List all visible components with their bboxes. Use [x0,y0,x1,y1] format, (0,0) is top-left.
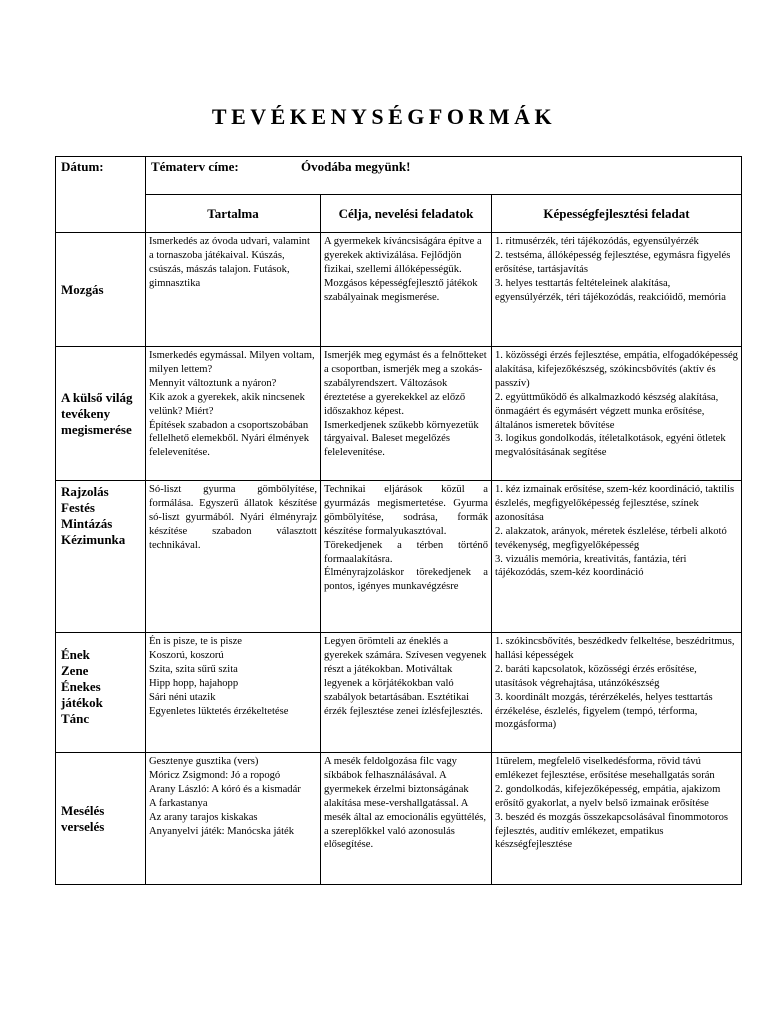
skills-cell [492,633,742,753]
skills-cell [492,753,742,885]
content-cell-line: Az arany tarajos kiskakas [149,811,258,823]
goals-cell-line: Élményrajzoláskor törekedjenek a pontos, igényes munkavégzésre [324,567,488,593]
skills-cell-line: 2. alakzatok, arányok, méretek észlelése, térbeli alkotó tevékenység, megfigyelőképesség [495,525,727,551]
skills-cell-line: 3. vizuális memória, kreativitás, fantázia, téri tájékozódás, szem-kéz koordináció [495,553,687,579]
row-label-line: Kézimunka [61,532,126,547]
content-cell-line: Hipp hopp, hajahopp [149,677,239,689]
skills-cell-line: 1. kéz izmainak erősítése, szem-kéz koordináció, taktilis észlelés, megfigyelőképesség fejlesztése, színek azonosítása [495,484,735,523]
row-label [56,633,146,753]
row-label-line: A külső világ [61,389,133,405]
row-label [56,347,146,481]
row-label-line: Festés [61,500,95,515]
row-label-line: játékok [61,695,103,710]
skills-cell [492,481,742,633]
content-cell [146,233,321,347]
column-header-skills [492,195,742,233]
row-label-line: Mozgás [61,281,104,297]
table-row [56,347,742,481]
header-row [56,157,742,195]
content-cell-line: Egyenletes lüktetés érzékeltetése [149,705,289,717]
column-header-content: Tartalma [146,195,321,233]
content-cell-line: Arany László: A kóró és a kismadár [149,783,301,795]
topic-label: Tématerv címe: [151,159,239,174]
table-row [56,233,742,347]
skills-cell-line: 1türelem, megfelelő viselkedésforma, rövid távú emlékezet fejlesztése, erősítése mesehallgatás során [495,756,715,781]
skills-cell-line: 3. logikus gondolkodás, ítéletalkotások, egyéni ötletek megvalósításának segítése [495,433,726,459]
row-label-line: Mesélés [61,802,105,818]
column-header-goals: Célja, nevelési feladatok [321,195,492,233]
goals-cell-line: A gyermekek kíváncsiságára építve a gyerekek aktivizálása. Fejlődjön fizikai, szellemi állóképességük. Mozgásos képességfejlesztő játékok szabályainak megismerése. [324,236,482,303]
skills-cell-line: 1. ritmusérzék, téri tájékozódás, egyensúlyérzék [495,236,699,247]
content-cell-line: Szita, szita sűrű szita [149,663,238,675]
topic-cell [146,157,742,195]
table-row [56,753,742,885]
goals-cell-line: Ismerjék meg egymást és a felnőtteket a csoportban, ismerjék meg a szokás-szabályrendszert. Változások éreztetése a gyerekekkel az előző időszakhoz képest. [324,350,487,417]
row-label-line: Mintázás [61,516,113,531]
row-label-line: Tánc [61,711,90,726]
content-cell-line: Gesztenye gusztika (vers) [149,756,259,767]
column-header-row [56,195,742,233]
content-cell-line: Ismerkedés az óvoda udvari, valamint a tornaszoba játékaival. Kúszás, csúszás, mászás talajon. Futások, gimnasztika [149,236,310,289]
goals-cell-line: Technikai eljárások közül a gyurmázás megismertetése. Gyurma gömbölyítése, sodrása, formák készítése formalyukasztóval. [324,484,488,537]
row-label-line: Rajzolás [61,484,109,499]
content-cell-line: Koszorú, koszorú [149,649,224,661]
date-label: Dátum: [61,159,104,174]
row-label-line: Zene [61,663,89,678]
row-label-line: verselés [61,818,105,834]
row-label-line: tevékeny [61,405,111,421]
row-label [56,481,146,633]
skills-cell-line: 3. koordinált mozgás, térérzékelés, helyes testtartás érzékelése, észlelés, figyelem (tempó, térforma, mozgásforma) [495,691,713,731]
skills-cell-line: 2. baráti kapcsolatok, közösségi érzés erősítése, utasítások végrehajtása, utánzókészség [495,663,697,689]
goals-cell [321,347,492,481]
content-cell-line: Só-liszt gyurma gömbölyítése, formálása. Egyszerű állatok készítése só-liszt gyurmából. Nyári élményrajz készítése szabadon választott technikával. [149,484,317,551]
skills-cell-line: 1. közösségi érzés fejlesztése, empátia, elfogadóképesség alakítása, kifejezőkészség, szókincsbővítés (aktív és passzív) [495,350,738,389]
goals-cell [321,481,492,633]
row-label [56,233,146,347]
page-title: TEVÉKENYSÉGFORMÁK [211,104,557,129]
skills-cell [492,233,742,347]
goals-cell [321,633,492,753]
content-cell-line: Anyanyelvi játék: Manócska játék [149,825,295,837]
skills-cell-line: 2. gondolkodás, kifejezőképesség, empátia, ajakizom erősítő gyakorlat, a nyelv belső izmainak erősítése [495,783,721,809]
content-cell [146,633,321,753]
activity-table [55,156,742,885]
skills-cell-line: 3. helyes testtartás feltételeinek alakítása, egyensúlyérzék, téri tájékozódás, reakcióidő, memória [495,277,726,303]
content-cell-line: Mennyit változtunk a nyáron? [149,377,277,389]
content-cell-line: A farkastanya [149,797,208,809]
goals-cell-line: Törekedjenek a térben történő formaalakításra. [324,539,488,565]
row-label-line: megismerése [61,421,132,437]
row-label-line: Énekes [61,679,101,694]
table-row [56,633,742,753]
content-cell-line: Sári néni utazik [149,691,216,703]
content-cell-line: Én is pisze, te is pisze [149,636,242,647]
goals-cell-line: A mesék feldolgozása filc vagy síkbábok felhasználásával. A gyermekek érzelmi biztonságának alakítása mese-vershallgatással. A mesék által az emocionális együttélés, a szereplőkkel való azonosulás elősegítése. [324,756,487,851]
content-cell [146,753,321,885]
skills-cell-line: 3. beszéd és mozgás összekapcsolásával finommotoros fejlesztés, auditív emlékezet, empatikus készségfejlesztése [495,811,729,851]
skills-cell-line: 2. együttműködő és alkalmazkodó készség alakítása, önmagáért és egymásért végzett munka erősítése, általános ismeretek bővítése [495,391,719,431]
goals-cell-line: Ismerkedjenek szűkebb környezetük tárgyaival. Baleset megelőzés felelevenítése. [324,419,479,459]
goals-cell [321,233,492,347]
skills-cell-line: 2. testséma, állóképesség fejlesztése, egymásra figyelés erősítése, tartásjavítás [495,249,731,275]
skills-cell-line: 1. szókincsbővítés, beszédkedv felkeltése, beszédritmus, hallási képességek [495,636,735,661]
skills-cell [492,347,742,481]
table-row [56,481,742,633]
date-cell [56,157,146,233]
content-cell-line: Kik azok a gyerekek, akik nincsenek velünk? Miért? [149,391,305,417]
column-header-skills-text: Képességfejlesztési feladat [543,206,690,221]
content-cell-line: Móricz Zsigmond: Jó a ropogó [149,769,281,781]
content-cell [146,347,321,481]
content-cell-line: Építések szabadon a csoportszobában fellelhető elemekből. Nyári élmények felelevenítése. [149,419,310,459]
content-cell-line: Ismerkedés egymással. Milyen voltam, milyen lettem? [149,350,315,375]
topic-value: Óvodába megyünk! [301,159,411,174]
goals-cell [321,753,492,885]
row-label [56,753,146,885]
content-cell [146,481,321,633]
goals-cell-line: Legyen örömteli az éneklés a gyerekek számára. Szívesen vegyenek részt a játékokban. Motiváltak legyenek a körjátékokban való szabályok betartásában. Esztétikai érzék fejlesztése zenei ízlésfejlesztés. [324,636,487,717]
row-label-line: Ének [61,647,90,662]
